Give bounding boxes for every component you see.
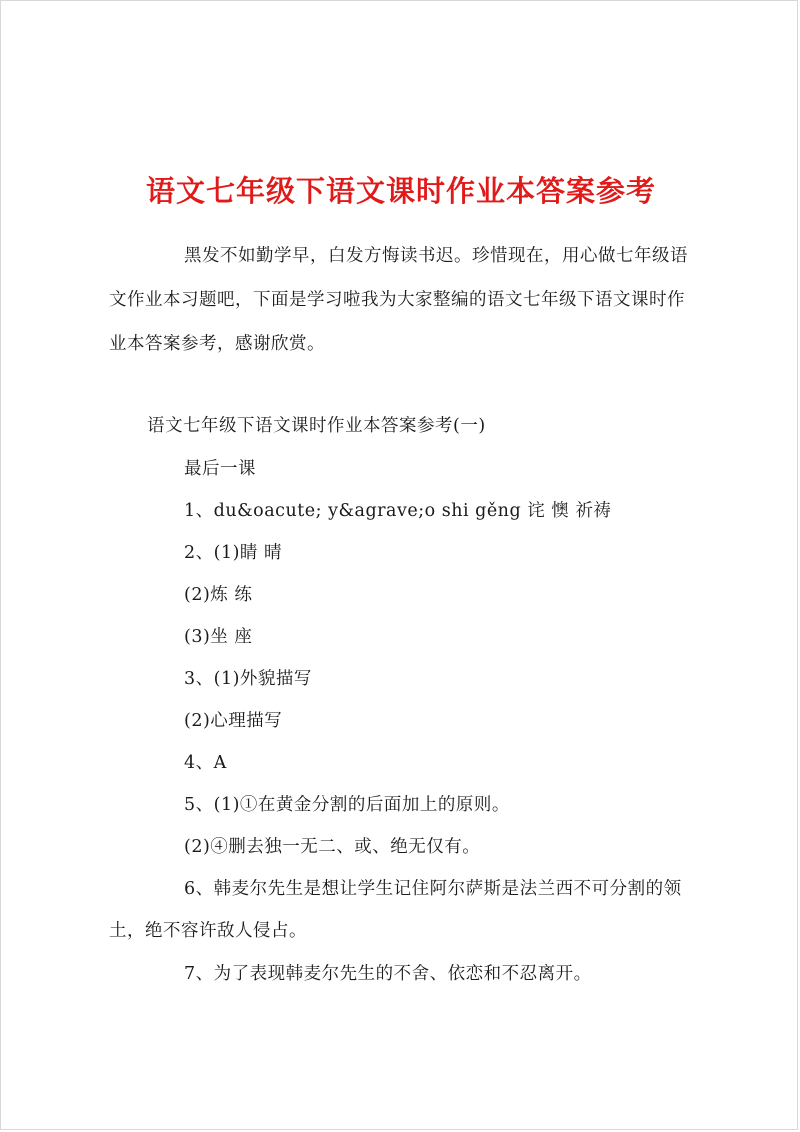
intro-line-1: 黑发不如勤学早，白发方悔读书迟。珍惜现在，用心做七年级语	[184, 246, 688, 266]
intro-line-3: 业本答案参考，感谢欣赏。	[109, 334, 325, 354]
answer-line: (2)炼 练	[184, 585, 253, 605]
lesson-title: 最后一课	[184, 459, 256, 479]
answer-line: 6、韩麦尔先生是想让学生记住阿尔萨斯是法兰西不可分割的领	[184, 879, 682, 899]
answer-line: 5、(1)①在黄金分割的后面加上的原则。	[184, 795, 510, 815]
answer-line: 4、A	[184, 753, 227, 773]
answer-line: 7、为了表现韩麦尔先生的不舍、依恋和不忍离开。	[184, 964, 592, 984]
answer-line: 1、du&oacute; y&agrave;o shi gěng 诧 懊 祈祷	[184, 501, 612, 521]
answer-line: 2、(1)睛 晴	[184, 543, 282, 563]
answer-line: (2)心理描写	[184, 711, 283, 731]
section-heading: 语文七年级下语文课时作业本答案参考(一)	[147, 416, 486, 436]
document-title: 语文七年级下语文课时作业本答案参考	[145, 174, 656, 208]
answer-line: (2)④删去独一无二、或、绝无仅有。	[184, 837, 481, 857]
intro-line-2: 文作业本习题吧，下面是学习啦我为大家整编的语文七年级下语文课时作	[109, 290, 685, 310]
answer-line: 土，绝不容许敌人侵占。	[109, 921, 307, 941]
answer-line: (3)坐 座	[184, 627, 253, 647]
answer-line: 3、(1)外貌描写	[184, 669, 312, 689]
